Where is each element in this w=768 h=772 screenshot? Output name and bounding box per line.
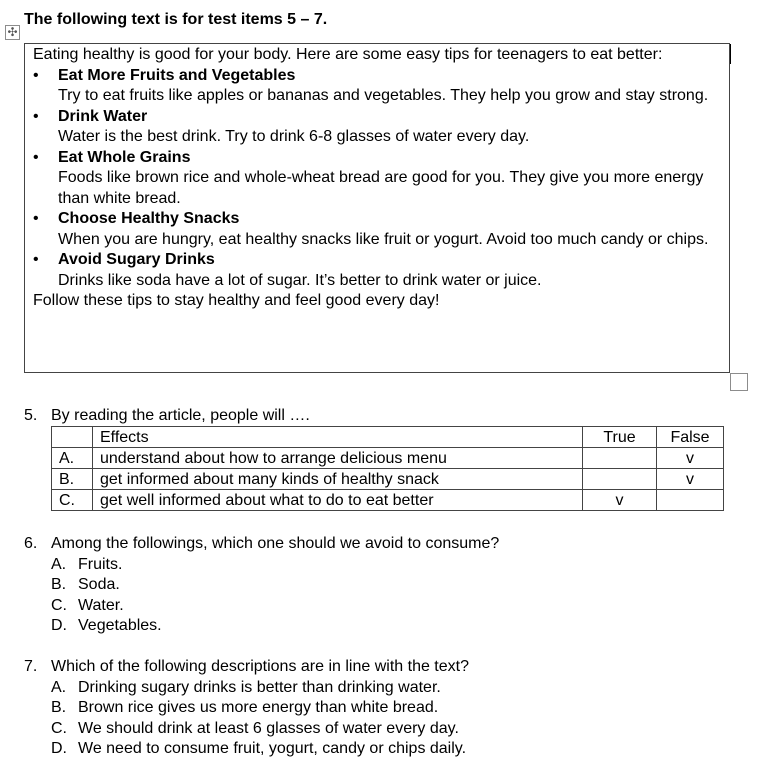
option-text: Water.: [78, 596, 124, 614]
list-item: [33, 148, 721, 210]
option-a: [51, 555, 754, 576]
row-effect: get informed about many kinds of healthy snack: [93, 469, 583, 490]
tip-title: Avoid Sugary Drinks: [58, 251, 215, 268]
tip-body: Try to eat fruits like apples or bananas and vegetables. They help you grow and stay strong.: [58, 87, 709, 104]
section-heading: The following text is for test items 5 – 7.: [24, 11, 328, 28]
option-letter: C.: [51, 719, 67, 737]
table-move-handle-icon[interactable]: ✣: [5, 25, 20, 40]
header-false: False: [657, 427, 724, 448]
row-letter: A.: [52, 448, 93, 469]
option-text: We need to consume fruit, yogurt, candy or chips daily.: [78, 740, 467, 757]
table-resize-handle-icon[interactable]: [730, 373, 748, 391]
option-letter: A.: [51, 555, 67, 573]
option-letter: D.: [51, 617, 67, 634]
bullet-icon: •: [33, 210, 39, 227]
row-effect: get well informed about what to do to eat better: [93, 490, 583, 511]
row-letter: B.: [52, 469, 93, 490]
option-letter: B.: [51, 699, 67, 716]
list-item: [33, 209, 721, 250]
table-header-row: [52, 427, 724, 448]
header-effects: Effects: [93, 427, 583, 448]
row-false-cell[interactable]: [657, 490, 724, 511]
row-false-cell[interactable]: v: [657, 469, 724, 490]
option-letter: D.: [51, 740, 67, 757]
option-a: [51, 678, 754, 699]
table-row: [52, 448, 724, 469]
option-c: [51, 596, 754, 617]
text-cursor: [730, 44, 731, 64]
tips-list: [33, 66, 721, 292]
option-d: [51, 739, 754, 760]
list-item: [33, 66, 721, 107]
tip-body: Water is the best drink. Try to drink 6-8 glasses of water every day.: [58, 128, 530, 145]
list-item: [33, 107, 721, 148]
option-text: Soda.: [78, 576, 120, 593]
option-d: [51, 616, 754, 637]
options-list: [51, 678, 754, 760]
question-stem: Among the followings, which one should we avoid to consume?: [51, 535, 500, 552]
row-false-cell[interactable]: v: [657, 448, 724, 469]
row-true-cell[interactable]: v: [583, 490, 657, 511]
passage-outro: Follow these tips to stay healthy and feel good every day!: [33, 292, 440, 309]
row-letter: C.: [52, 490, 93, 511]
question-7: [24, 657, 754, 760]
list-item: [33, 250, 721, 291]
header-true: True: [583, 427, 657, 448]
bullet-icon: •: [33, 66, 39, 84]
tip-title: Choose Healthy Snacks: [58, 210, 240, 227]
table-row: [52, 469, 724, 490]
question-stem: By reading the article, people will ….: [51, 407, 310, 424]
option-text: We should drink at least 6 glasses of water every day.: [78, 719, 459, 737]
question-5: [24, 406, 754, 427]
tip-title: Drink Water: [58, 107, 148, 125]
option-letter: C.: [51, 596, 67, 614]
option-c: [51, 719, 754, 740]
bullet-icon: •: [33, 107, 39, 125]
row-effect: understand about how to arrange delicious menu: [93, 448, 583, 469]
tip-body: Drinks like soda have a lot of sugar. It’s better to drink water or juice.: [58, 271, 542, 289]
table-row: [52, 490, 724, 511]
header-letter: [52, 427, 93, 448]
effects-table: [51, 426, 724, 511]
row-true-cell[interactable]: [583, 448, 657, 469]
tip-title: Eat More Fruits and Vegetables: [58, 66, 296, 84]
option-text: Brown rice gives us more energy than white bread.: [78, 699, 439, 716]
tip-body: Foods like brown rice and whole-wheat bread are good for you. They give you more energy than white bread.: [58, 169, 704, 207]
tip-title: Eat Whole Grains: [58, 148, 191, 166]
options-list: [51, 555, 754, 637]
option-letter: A.: [51, 678, 67, 696]
bullet-icon: •: [33, 148, 39, 166]
option-text: Vegetables.: [78, 617, 162, 634]
tip-body: When you are hungry, eat healthy snacks like fruit or yogurt. Avoid too much candy or chips.: [58, 230, 709, 248]
bullet-icon: •: [33, 251, 39, 268]
reading-passage: [24, 43, 730, 373]
question-number: 7.: [24, 658, 38, 675]
option-text: Fruits.: [78, 555, 123, 573]
option-b: [51, 698, 754, 719]
question-number: 6.: [24, 535, 38, 552]
question-stem: Which of the following descriptions are in line with the text?: [51, 658, 469, 675]
option-text: Drinking sugary drinks is better than drinking water.: [78, 678, 441, 696]
option-letter: B.: [51, 576, 67, 593]
question-number: 5.: [24, 407, 38, 424]
row-true-cell[interactable]: [583, 469, 657, 490]
option-b: [51, 575, 754, 596]
passage-intro: Eating healthy is good for your body. Here are some easy tips for teenagers to eat better:: [33, 46, 663, 63]
question-6: [24, 534, 754, 637]
